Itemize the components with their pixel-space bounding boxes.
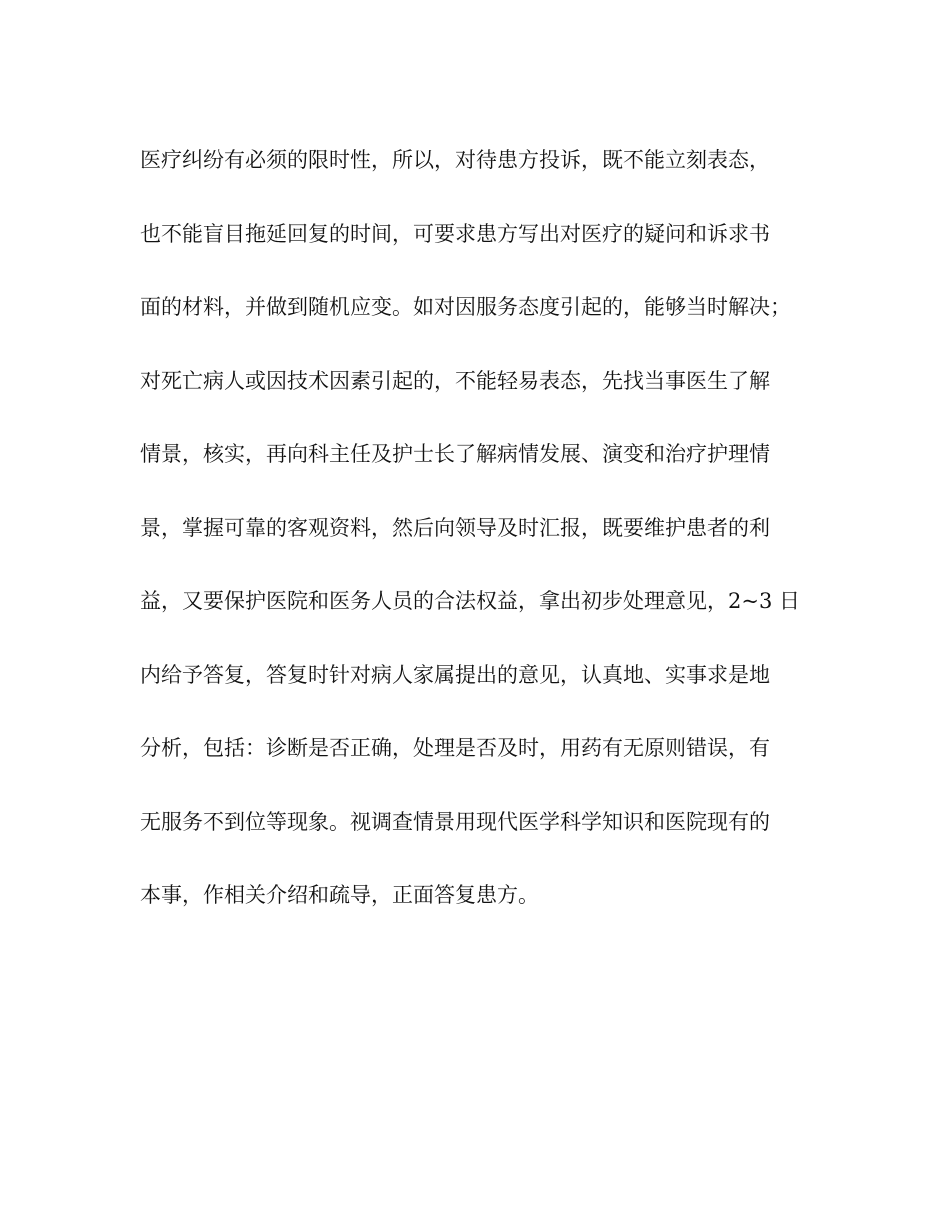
paragraph-line-1: 医疗纠纷有必须的限时性，所以，对待患方投诉，既不能立刻表态， — [140, 148, 770, 172]
body-paragraph — [140, 140, 820, 949]
paragraph-line-6: 景，掌握可靠的客观资料，然后向领导及时汇报，既要维护患者的利 — [140, 515, 770, 540]
paragraph-line-10: 无服务不到位等现象。视调查情景用现代医学科学知识和医院现有的 — [140, 809, 770, 834]
paragraph-line-8: 内给予答复，答复时针对病人家属提出的意见，认真地、实事求是地 — [140, 662, 770, 687]
paragraph-line-7: 益，又要保护医院和医务人员的合法权益，拿出初步处理意见，2~3 日 — [140, 589, 800, 613]
paragraph-line-3: 面的材料，并做到随机应变。如对因服务态度引起的，能够当时解决； — [140, 295, 791, 319]
paragraph-line-9: 分析，包括：诊断是否正确，处理是否及时，用药有无原则错误，有 — [140, 736, 770, 760]
paragraph-line-11: 本事，作相关介绍和疏导，正面答复患方。 — [140, 883, 539, 907]
paragraph-line-4: 对死亡病人或因技术因素引起的，不能轻易表态，先找当事医生了解 — [140, 368, 770, 393]
paragraph-line-5: 情景，核实，再向科主任及护士长了解病情发展、演变和治疗护理情 — [140, 442, 770, 466]
paragraph-line-2: 也不能盲目拖延回复的时间，可要求患方写出对医疗的疑问和诉求书 — [140, 221, 770, 246]
